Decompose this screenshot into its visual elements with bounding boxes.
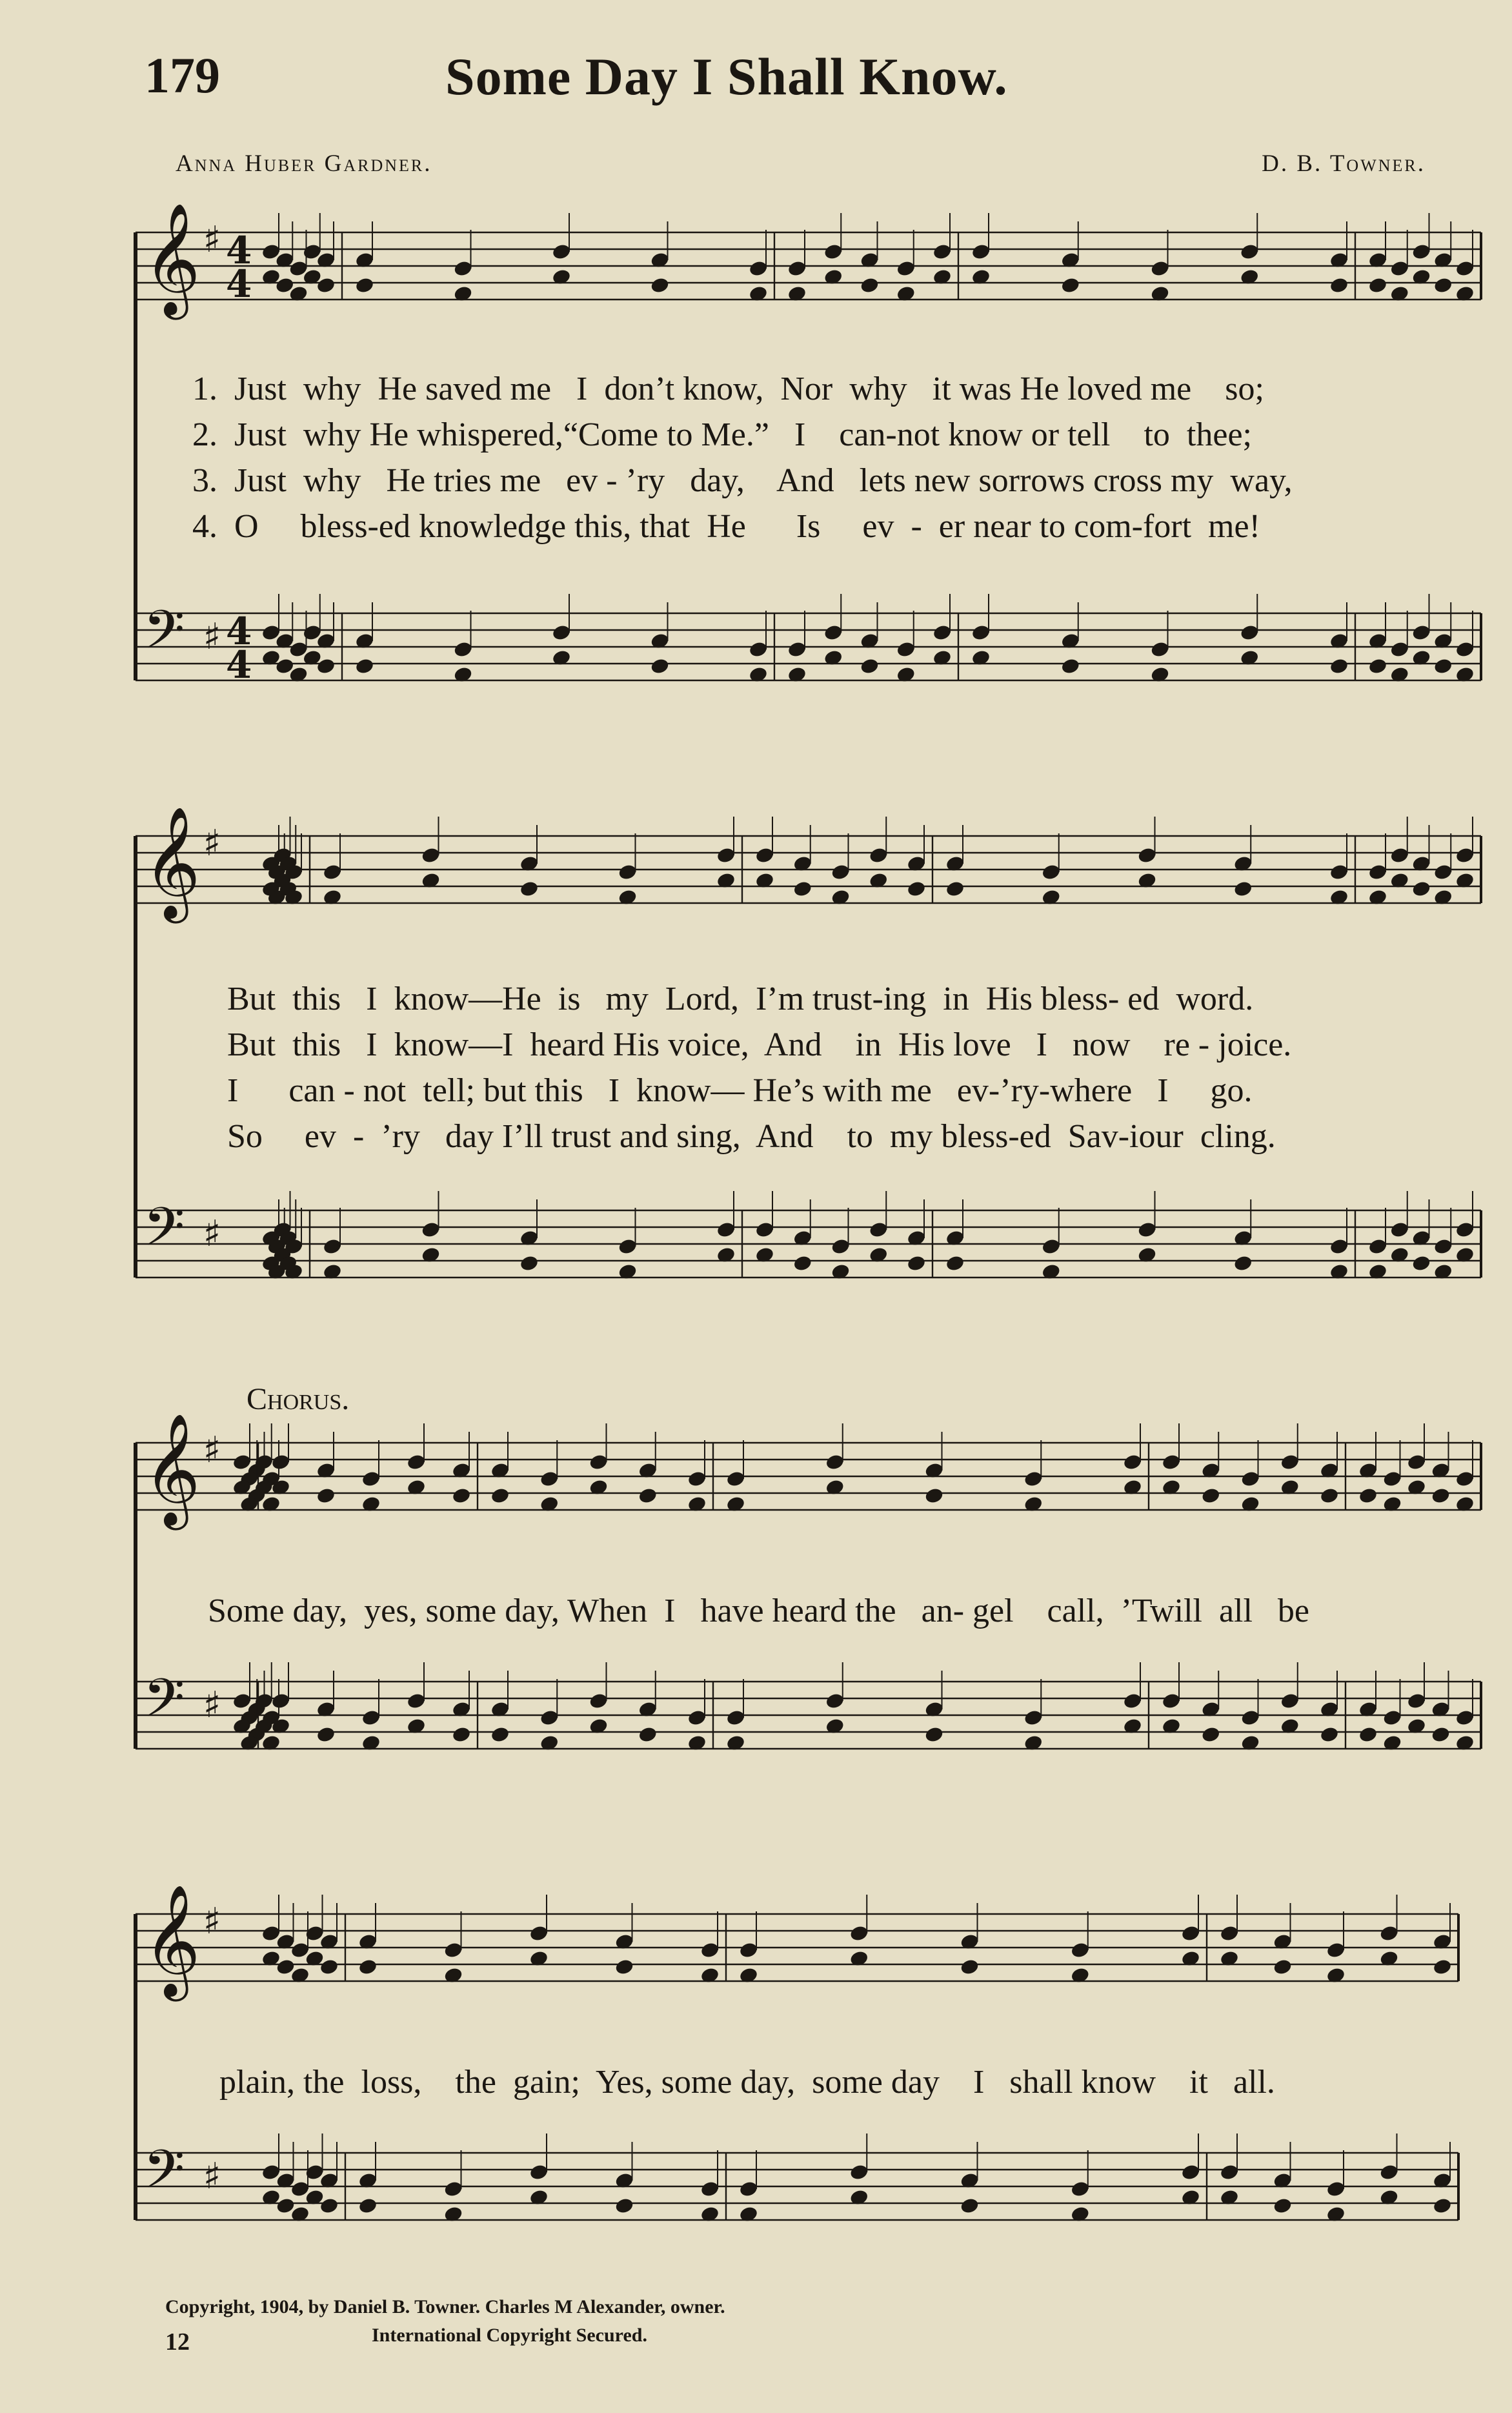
notehead [1367,657,1387,675]
notehead [232,1692,252,1710]
notehead [1201,1726,1221,1744]
notehead [270,1453,290,1471]
notehead [906,1254,926,1272]
notehead [1280,1692,1300,1710]
notehead [945,880,965,898]
treble-clef-icon: 𝄞 [143,806,201,919]
copyright-secured: International Copyright Secured. [372,2325,647,2346]
notehead [1233,1254,1253,1272]
time-signature-top: 4 [226,609,252,653]
notehead [1201,1487,1221,1505]
notehead [354,657,374,675]
treble-clef-icon: 𝄞 [143,1884,201,1997]
notehead [322,1237,342,1256]
notehead [261,2163,281,2181]
notehead [1122,1453,1142,1471]
notehead [618,863,638,881]
notehead [1389,1221,1409,1239]
notehead [1240,1470,1260,1488]
author-credit: Anna Huber Gardner. [176,150,432,177]
verse-1-line-1: 1. Just why He saved me I don’t know, Nor why it was He loved me so; [192,371,1264,407]
notehead [1240,624,1260,642]
notehead [1023,1470,1043,1488]
notehead [551,243,571,261]
notehead [825,1692,845,1710]
notehead [261,1924,281,1942]
notehead [1389,846,1409,864]
notehead [700,1941,720,1959]
sharp-key-signature-icon: ♯ [203,1429,221,1471]
notehead [716,1221,736,1239]
notehead [529,2163,549,2181]
notehead [1431,1487,1451,1505]
sharp-key-signature-icon: ♯ [203,616,221,658]
notehead [1329,657,1349,675]
notehead [589,1453,609,1471]
notehead [700,2180,720,2198]
notehead [1273,1958,1293,1976]
notehead [551,624,571,642]
notehead [869,846,889,864]
notehead [358,2197,378,2215]
notehead [316,1487,336,1505]
sharp-key-signature-icon: ♯ [203,822,221,864]
notehead [1041,1237,1061,1256]
notehead [1161,1692,1181,1710]
notehead [1240,1709,1260,1727]
notehead [1319,1487,1339,1505]
notehead [1379,1924,1399,1942]
notehead [1219,1924,1239,1942]
notehead [787,260,807,278]
notehead [1432,2197,1452,2215]
notehead [1122,1692,1142,1710]
notehead [945,1254,965,1272]
notehead [1161,1453,1181,1471]
notehead [638,1487,658,1505]
notehead [1070,1941,1090,1959]
bass-clef-icon: 𝄢 [143,2138,185,2214]
notehead [860,276,880,294]
hymn-title: Some Day I Shall Know. [445,47,1008,106]
notehead [1070,2180,1090,2198]
notehead [960,2197,980,2215]
notehead [1329,276,1349,294]
notehead [232,1453,252,1471]
notehead [319,2197,339,2215]
time-signature-bottom: 4 [226,643,252,687]
verse-2-line-1: 2. Just why He whispered,“Come to Me.” I can-not know or tell to thee; [192,416,1252,453]
notehead [1329,863,1349,881]
verse-3-line-1: 3. Just why He tries me ev - ’ry day, And lets new sorrows cross my way, [192,462,1293,499]
notehead [270,1692,290,1710]
notehead [406,1453,426,1471]
chorus-label: Chorus. [247,1382,350,1416]
notehead [716,846,736,864]
notehead [539,1709,559,1727]
notehead [421,1221,441,1239]
notehead [443,2180,463,2198]
notehead [1379,2163,1399,2181]
notehead [490,1726,510,1744]
notehead [1433,1237,1453,1256]
notehead [1180,2163,1200,2181]
notehead [319,1958,339,1976]
hymn-number: 179 [145,47,220,103]
copyright-notice: Copyright, 1904, by Daniel B. Towner. Charles M Alexander, owner. [165,2296,725,2317]
notehead [1389,260,1409,278]
verse-4-line-1: 4. O bless-ed knowledge this, that He Is ev - er near to com-fort me! [192,508,1260,545]
notehead [453,640,473,658]
notehead [754,1221,774,1239]
notehead [1150,260,1170,278]
notehead [1433,657,1453,675]
notehead [1411,243,1431,261]
notehead [831,863,851,881]
notehead [614,2197,634,2215]
sharp-key-signature-icon: ♯ [203,219,221,261]
notehead [276,2197,296,2215]
notehead [825,1453,845,1471]
notehead [687,1470,707,1488]
notehead [638,1726,658,1744]
notehead [754,846,774,864]
bass-clef-icon: 𝄢 [143,1196,185,1271]
notehead [823,243,843,261]
notehead [1280,1453,1300,1471]
notehead [738,1941,758,1959]
notehead [1455,640,1475,658]
notehead [1137,846,1157,864]
notehead [1150,640,1170,658]
notehead [792,1254,812,1272]
notehead [650,276,670,294]
notehead [1455,846,1475,864]
treble-clef-icon: 𝄞 [143,1413,201,1525]
notehead [276,1958,296,1976]
notehead [906,880,926,898]
notehead [650,657,670,675]
notehead [823,624,843,642]
notehead [831,1237,851,1256]
notehead [1455,1470,1475,1488]
notehead [1358,1726,1378,1744]
notehead [687,1709,707,1727]
notehead [1432,1958,1452,1976]
notehead [1406,1692,1426,1710]
notehead [860,657,880,675]
page-number: 12 [165,2328,190,2356]
notehead [490,1487,510,1505]
notehead [290,1941,310,1959]
notehead [971,624,991,642]
notehead [1367,1237,1387,1256]
notehead [1382,1709,1402,1727]
notehead [589,1692,609,1710]
notehead [316,1726,336,1744]
verse-1-line-2: But this I know—He is my Lord, I’m trust-ing in His bless- ed word. [227,981,1254,1017]
notehead [1433,276,1453,294]
notehead [1060,657,1080,675]
notehead [924,1726,944,1744]
notehead [960,1958,980,1976]
verse-2-line-2: But this I know—I heard His voice, And in His love I now re - joice. [227,1026,1292,1063]
notehead [1319,1726,1339,1744]
notehead [1180,1924,1200,1942]
bass-clef-icon: 𝄢 [143,1667,185,1742]
notehead [1382,1470,1402,1488]
notehead [618,1237,638,1256]
composer-credit: D. B. Towner. [1262,150,1426,177]
time-signature-top: 4 [226,229,252,272]
notehead [1358,1487,1378,1505]
notehead [1406,1453,1426,1471]
notehead [1233,880,1253,898]
notehead [451,1726,471,1744]
notehead [748,640,768,658]
notehead [971,243,991,261]
notehead [290,2180,310,2198]
notehead [539,1470,559,1488]
notehead [322,863,342,881]
notehead [519,1254,539,1272]
sharp-key-signature-icon: ♯ [203,1684,221,1726]
notehead [1041,863,1061,881]
time-signature-bottom: 4 [226,262,252,306]
notehead [1326,1941,1346,1959]
notehead [869,1221,889,1239]
notehead [1367,276,1387,294]
notehead [896,260,916,278]
notehead [519,880,539,898]
notehead [1455,1709,1475,1727]
notehead [748,260,768,278]
notehead [1455,260,1475,278]
notehead [1389,640,1409,658]
notehead [787,640,807,658]
notehead [1411,1254,1431,1272]
notehead [932,243,952,261]
notehead [849,2163,869,2181]
notehead [1329,1237,1349,1256]
notehead [421,846,441,864]
notehead [361,1709,381,1727]
notehead [1455,1221,1475,1239]
notehead [358,1958,378,1976]
notehead [614,1958,634,1976]
notehead [1367,863,1387,881]
sharp-key-signature-icon: ♯ [203,1213,221,1255]
notehead [792,880,812,898]
chorus-lyric-line-1: Some day, yes, some day, When I have heard the an- gel call, ’Twill all be [208,1593,1310,1629]
notehead [1219,2163,1239,2181]
notehead [1431,1726,1451,1744]
notehead [1060,276,1080,294]
notehead [1433,863,1453,881]
notehead [1023,1709,1043,1727]
notehead [932,624,952,642]
notehead [443,1941,463,1959]
verse-3-line-2: I can - not tell; but this I know— He’s with me ev-’ry-where I go. [227,1072,1253,1109]
notehead [924,1487,944,1505]
notehead [725,1470,745,1488]
notehead [1273,2197,1293,2215]
notehead [1137,1221,1157,1239]
notehead [453,260,473,278]
bass-clef-icon: 𝄢 [143,598,185,674]
notehead [896,640,916,658]
sharp-key-signature-icon: ♯ [203,2155,221,2197]
verse-4-line-2: So ev - ’ry day I’ll trust and sing, And to my bless-ed Sav-iour cling. [227,1118,1276,1155]
notehead [1411,880,1431,898]
treble-clef-icon: 𝄞 [143,203,201,315]
notehead [1240,243,1260,261]
notehead [725,1709,745,1727]
sharp-key-signature-icon: ♯ [203,1900,221,1942]
notehead [406,1692,426,1710]
notehead [529,1924,549,1942]
notehead [738,2180,758,2198]
notehead [1411,624,1431,642]
notehead [849,1924,869,1942]
notehead [361,1470,381,1488]
notehead [354,276,374,294]
notehead [451,1487,471,1505]
chorus-lyric-line-2: plain, the loss, the gain; Yes, some day, some day I shall know it all. [219,2064,1275,2101]
notehead [1326,2180,1346,2198]
